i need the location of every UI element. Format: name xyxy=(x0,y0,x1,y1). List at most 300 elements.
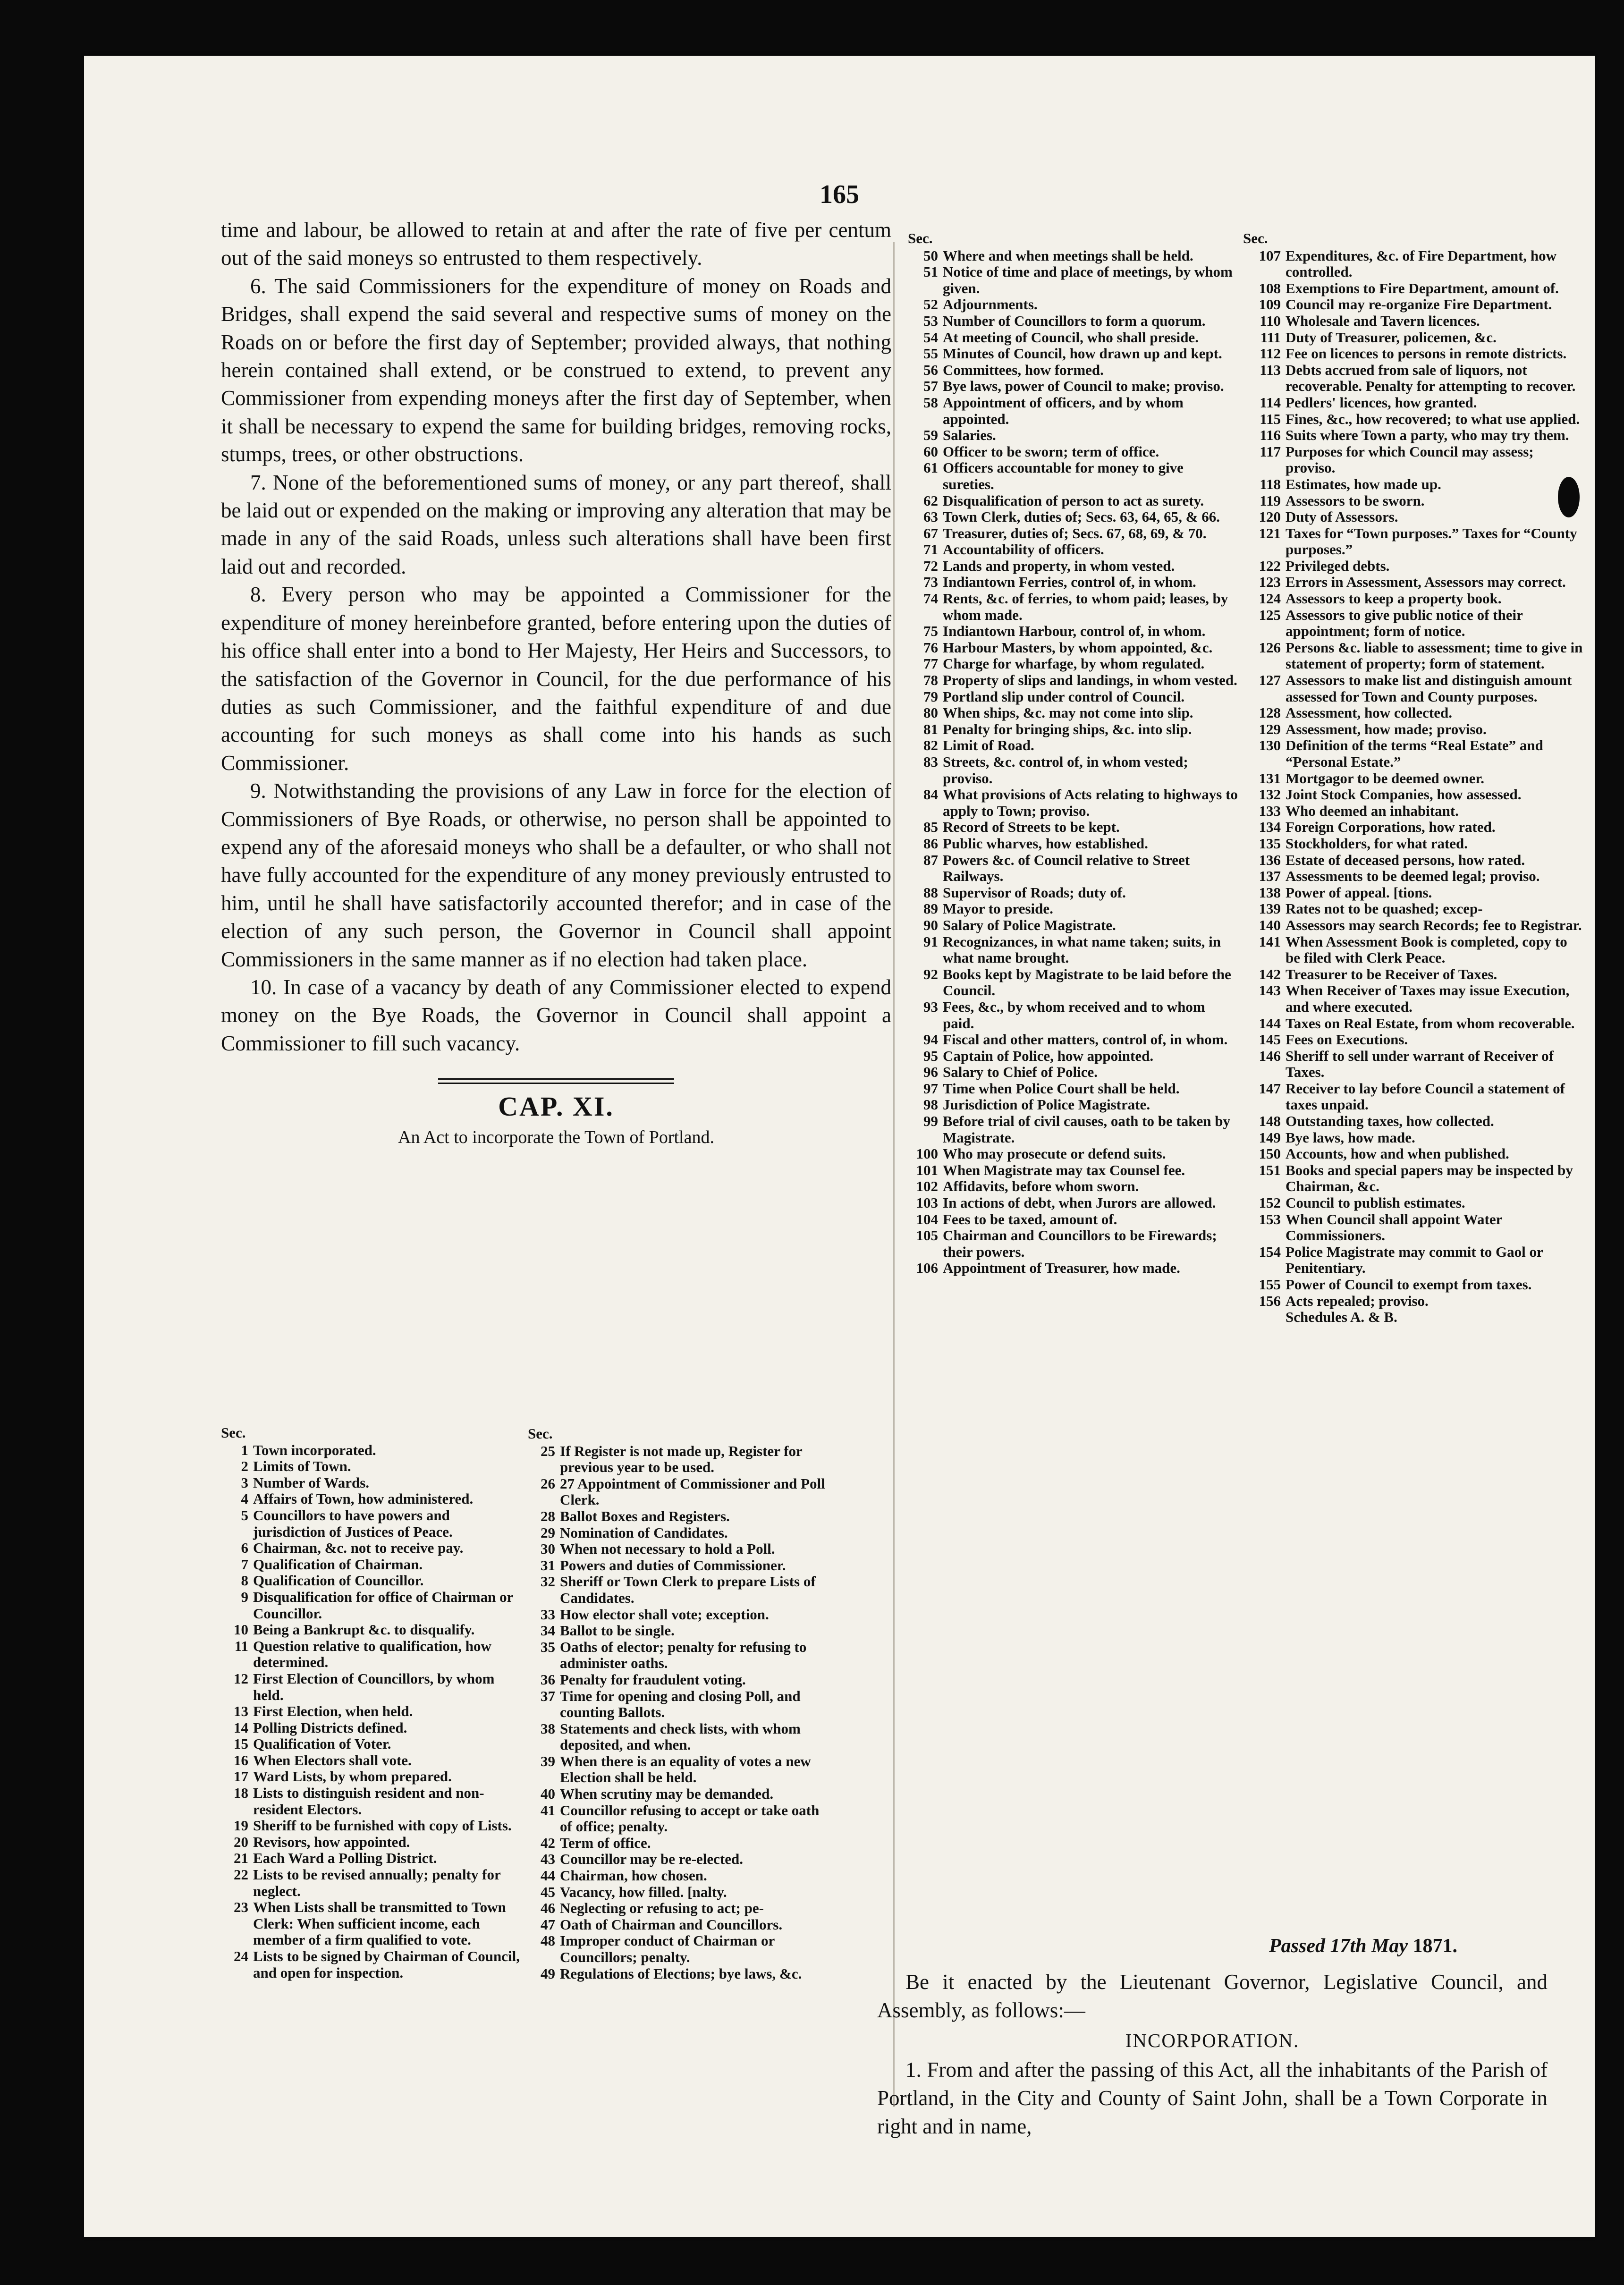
toc-entry-number: 93 xyxy=(923,998,938,1015)
toc-entry xyxy=(1243,607,1585,640)
toc-entry-text: Persons &c. liable to assessment; time to give in statement of property; form of statement. xyxy=(1286,639,1583,672)
toc-entry-number: 57 xyxy=(923,378,938,395)
toc-entry-text: Fees on Executions. xyxy=(1286,1031,1408,1048)
toc-entry-text: Privileged debts. xyxy=(1286,557,1390,574)
toc-entry-text: Fiscal and other matters, control of, in whom. xyxy=(943,1031,1228,1048)
toc-entry-text: When Magistrate may tax Counsel fee. xyxy=(943,1161,1185,1178)
toc-entry-text: Being a Bankrupt &c. to disqualify. xyxy=(253,1621,475,1638)
toc-entry-number: 145 xyxy=(1259,1031,1281,1048)
toc-entry xyxy=(528,1672,830,1688)
toc-right-column-1 xyxy=(908,230,1238,1277)
toc-entry xyxy=(528,1639,830,1672)
toc-entry-text: Salary to Chief of Police. xyxy=(943,1064,1098,1081)
toc-entry-text: Errors in Assessment, Assessors may correct. xyxy=(1286,574,1566,591)
toc-entry-text: Assessors to give public notice of their appointment; form of notice. xyxy=(1286,606,1523,640)
toc-entry-number: 1 xyxy=(241,1441,248,1458)
toc-entry-text: Accounts, how and when published. xyxy=(1286,1145,1509,1162)
toc-entry xyxy=(908,248,1238,264)
toc-entry xyxy=(1243,346,1585,362)
toc-entry xyxy=(908,885,1238,901)
toc-entry-number: 96 xyxy=(923,1064,938,1081)
toc-entry-text: Duty of Assessors. xyxy=(1286,508,1398,525)
toc-entry-text: Portland slip under control of Council. xyxy=(943,688,1185,705)
toc-entry xyxy=(908,1097,1238,1113)
toc-entry-number: 62 xyxy=(923,492,938,509)
toc-entry-number: 34 xyxy=(541,1622,555,1639)
toc-entry xyxy=(1243,525,1585,558)
toc-entry xyxy=(908,1211,1238,1228)
toc-entry-text: Officers accountable for money to give sureties. xyxy=(943,459,1184,492)
toc-entry xyxy=(908,378,1238,395)
toc-entry xyxy=(1243,721,1585,738)
toc-entry-number: 38 xyxy=(541,1720,555,1737)
toc-entry-text: Minutes of Council, how drawn up and kept. xyxy=(943,345,1222,362)
toc-entry-text: Stockholders, for what rated. xyxy=(1286,835,1468,852)
toc-entry-text: Taxes on Real Estate, from whom recoverable. xyxy=(1286,1015,1575,1032)
toc-entry-number: 105 xyxy=(916,1227,938,1244)
paragraph-8: 8. Every person who may be appointed a Commissioner for the expenditure of money hereinbefore granted, before entering upon the duties of his office shall enter into a bond to Her Majesty, Her Heirs and Successors, to the satisfaction of the Governor in Council, for the due performance of his duties as such Commissioner, and the faithful expenditure of and due accounting for such moneys as shall come into his hands as such Commissioner. xyxy=(221,583,891,775)
toc-entry-number: 83 xyxy=(923,753,938,770)
toc-entry-number xyxy=(1243,1309,1286,1326)
toc-entry xyxy=(221,1785,523,1818)
toc-entry-text: Streets, &c. control of, in whom vested; proviso. xyxy=(943,753,1188,787)
toc-entry-text: Fee on licences to persons in remote districts. xyxy=(1286,345,1567,362)
toc-entry-number: 97 xyxy=(923,1080,938,1097)
toc-entry-number: 109 xyxy=(1259,296,1281,313)
toc-entry-number: 155 xyxy=(1259,1276,1281,1293)
toc-entry-text: Record of Streets to be kept. xyxy=(943,819,1120,836)
toc-entry-number: 6 xyxy=(241,1540,248,1557)
toc-entry-number: 148 xyxy=(1259,1113,1281,1130)
toc-entry xyxy=(908,672,1238,689)
toc-entry xyxy=(1243,427,1585,444)
toc-entry xyxy=(528,1607,830,1623)
toc-entry-text: Accountability of officers. xyxy=(943,541,1104,558)
toc-entry-number: 151 xyxy=(1259,1161,1281,1178)
toc-entry-number: 8 xyxy=(241,1572,248,1589)
toc-entry-number: 74 xyxy=(923,590,938,607)
toc-entry-number: 118 xyxy=(1260,475,1281,492)
toc-entry xyxy=(1243,885,1585,901)
toc-entry-number: 32 xyxy=(541,1573,555,1590)
toc-entry-number: 99 xyxy=(923,1113,938,1130)
toc-entry-number: 21 xyxy=(234,1850,248,1867)
toc-entry-number: 42 xyxy=(541,1834,555,1851)
toc-entry-number: 144 xyxy=(1259,1015,1281,1032)
toc-entry xyxy=(1243,1211,1585,1244)
toc-entry-text: Question relative to qualification, how determined. xyxy=(253,1637,491,1671)
toc-entry xyxy=(908,395,1238,427)
toc-entry-number: 85 xyxy=(923,819,938,836)
toc-entry xyxy=(528,1574,830,1606)
toc-entry-text: Affairs of Town, how administered. xyxy=(253,1490,474,1507)
toc-entry-text: Power of appeal. [tions. xyxy=(1286,884,1432,901)
toc-entry-text: Receiver to lay before Council a statement of taxes unpaid. xyxy=(1286,1080,1565,1113)
toc-entry-text: When scrutiny may be demanded. xyxy=(560,1786,774,1803)
toc-entry-number: 129 xyxy=(1259,720,1281,737)
toc-entry xyxy=(908,737,1238,754)
toc-entry-text: Assessments to be deemed legal; proviso. xyxy=(1286,868,1540,885)
toc-entry-text: Penalty for fraudulent voting. xyxy=(560,1671,746,1688)
toc-entry-text: Who deemed an inhabitant. xyxy=(1286,802,1459,819)
column-divider xyxy=(893,242,895,2107)
toc-entry xyxy=(1243,934,1585,966)
toc-entry xyxy=(221,1491,523,1507)
toc-entry xyxy=(1243,787,1585,803)
toc-entry xyxy=(908,558,1238,575)
toc-entry-number: 76 xyxy=(923,639,938,656)
toc-entry-number: 152 xyxy=(1259,1194,1281,1211)
toc-entry-number: 120 xyxy=(1259,508,1281,525)
toc-entry xyxy=(908,999,1238,1032)
toc-entry xyxy=(908,1227,1238,1260)
toc-entry-number: 81 xyxy=(923,720,938,737)
paragraph-10: 10. In case of a vacancy by death of any Commissioner elected to expend money on the Bye Roads, the Governor in Council shall appoint a Commissioner to fill such vacancy. xyxy=(221,975,891,1055)
toc-entry-number: 104 xyxy=(916,1210,938,1227)
toc-entry-number: 45 xyxy=(541,1883,555,1900)
toc-entry-text: Disqualification for office of Chairman or Councillor. xyxy=(253,1588,513,1622)
toc-entry-text: Taxes for “Town purposes.” Taxes for “County purposes.” xyxy=(1286,525,1577,558)
toc-entry xyxy=(1243,558,1585,575)
toc-entry xyxy=(1243,330,1585,346)
toc-entry-text: Polling Districts defined. xyxy=(253,1719,407,1736)
toc-entry-number: 67 xyxy=(923,525,938,542)
toc-entry-number: 9 xyxy=(241,1588,248,1605)
toc-entry xyxy=(528,1508,830,1525)
toc-entry xyxy=(528,1443,830,1476)
toc-entry-text: Committees, how formed. xyxy=(943,361,1104,378)
toc-entry-text: Councillor refusing to accept or take oath of office; penalty. xyxy=(560,1802,820,1835)
toc-entry xyxy=(221,1442,523,1459)
toc-entry-text: Limits of Town. xyxy=(253,1458,351,1475)
toc-entry xyxy=(221,1557,523,1573)
toc-entry xyxy=(1243,705,1585,721)
toc-entry xyxy=(1243,1146,1585,1162)
toc-entry-text: Vacancy, how filled. [nalty. xyxy=(560,1883,727,1900)
toc-entry-number: 119 xyxy=(1260,492,1281,509)
toc-entry-text: Bye laws, how made. xyxy=(1286,1129,1415,1146)
toc-entry-number: 88 xyxy=(923,884,938,901)
toc-entry-number: 71 xyxy=(923,541,938,558)
toc-entry-text: Schedules A. & B. xyxy=(1286,1309,1397,1326)
toc-entry xyxy=(1243,1081,1585,1113)
sec-label: Sec. xyxy=(528,1425,553,1442)
toc-entry xyxy=(221,1589,523,1622)
toc-entry-text: Improper conduct of Chairman or Councillors; penalty. xyxy=(560,1932,775,1965)
toc-entry-number: 116 xyxy=(1260,427,1281,444)
toc-entry-number: 58 xyxy=(923,394,938,411)
toc-entry-text: Property of slips and landings, in whom vested. xyxy=(943,672,1237,689)
toc-entry xyxy=(908,656,1238,672)
toc-entry xyxy=(1243,1195,1585,1211)
toc-entry-number: 89 xyxy=(923,900,938,917)
toc-entry-text: Public wharves, how established. xyxy=(943,835,1148,852)
toc-entry xyxy=(908,460,1238,492)
toc-entry-text: Who may prosecute or defend suits. xyxy=(943,1145,1166,1162)
toc-entry xyxy=(908,640,1238,656)
toc-entry xyxy=(528,1786,830,1803)
toc-entry-number: 114 xyxy=(1260,394,1281,411)
toc-entry-number: 56 xyxy=(923,361,938,378)
toc-entry-number: 30 xyxy=(541,1540,555,1557)
toc-entry-text: Revisors, how appointed. xyxy=(253,1833,410,1850)
toc-entry xyxy=(1243,476,1585,493)
act-body xyxy=(877,1968,1548,2141)
toc-entry xyxy=(221,1948,523,1981)
toc-entry-text: Mayor to preside. xyxy=(943,900,1053,917)
toc-entry-text: Councillor may be re-elected. xyxy=(560,1851,743,1868)
toc-entry-text: Assessors to be sworn. xyxy=(1286,492,1425,509)
toc-entry-text: Lists to be revised annually; penalty for neglect. xyxy=(253,1866,501,1899)
toc-entry-number: 26 xyxy=(541,1475,555,1492)
toc-entry-text: Purposes for which Council may assess; proviso. xyxy=(1286,443,1534,476)
toc-entry xyxy=(221,1736,523,1752)
toc-entry-text: Where and when meetings shall be held. xyxy=(943,247,1193,264)
toc-entry-text: Limit of Road. xyxy=(943,737,1034,754)
toc-entry xyxy=(908,1113,1238,1146)
toc-entry xyxy=(1243,640,1585,672)
toc-entry xyxy=(528,1868,830,1884)
toc-entry-number: 72 xyxy=(923,557,938,574)
toc-entry-text: Regulations of Elections; bye laws, &c. xyxy=(560,1965,802,1982)
toc-entry xyxy=(221,1573,523,1589)
toc-entry-number: 43 xyxy=(541,1851,555,1868)
binding-hole xyxy=(1558,477,1580,517)
toc-entry xyxy=(528,1803,830,1835)
toc-entry-number: 78 xyxy=(923,672,938,689)
toc-entry xyxy=(1243,591,1585,607)
toc-entry xyxy=(1243,852,1585,869)
toc-entry-number: 16 xyxy=(234,1752,248,1769)
toc-entry xyxy=(908,901,1238,917)
toc-entry-text: Joint Stock Companies, how assessed. xyxy=(1286,786,1522,803)
toc-entry xyxy=(528,1557,830,1574)
toc-entry-text: Police Magistrate may commit to Gaol or Penitentiary. xyxy=(1286,1243,1543,1277)
toc-entry-text: Assessors may search Records; fee to Registrar. xyxy=(1286,916,1582,933)
toc-entry-number: 14 xyxy=(234,1719,248,1736)
toc-entry-number: 121 xyxy=(1259,525,1281,542)
toc-entry-number: 134 xyxy=(1259,819,1281,836)
toc-entry xyxy=(908,1048,1238,1065)
toc-entry xyxy=(908,852,1238,885)
toc-entry xyxy=(1243,574,1585,591)
toc-entry xyxy=(908,705,1238,721)
toc-entry-text: Fines, &c., how recovered; to what use applied. xyxy=(1286,410,1580,427)
toc-entry xyxy=(221,1752,523,1769)
toc-entry xyxy=(908,917,1238,934)
toc-entry-text: Adjournments. xyxy=(943,296,1038,313)
toc-entry-text: Before trial of civil causes, oath to be taken by Magistrate. xyxy=(943,1113,1231,1146)
toc-entry xyxy=(908,591,1238,623)
toc-entry xyxy=(221,1638,523,1671)
toc-entry-number: 41 xyxy=(541,1802,555,1819)
paragraph-continuation: time and labour, be allowed to retain at and after the rate of five per centum out of the said moneys so entrusted to them respectively. xyxy=(221,218,891,270)
toc-entry-text: Chairman, how chosen. xyxy=(560,1867,707,1884)
toc-entry-text: When Electors shall vote. xyxy=(253,1752,412,1769)
toc-entry-text: Lands and property, in whom vested. xyxy=(943,557,1175,574)
toc-entry-text: Disqualification of person to act as surety. xyxy=(943,492,1204,509)
toc-entry xyxy=(1243,917,1585,934)
toc-entry-text: 27 Appointment of Commissioner and Poll Clerk. xyxy=(560,1475,825,1508)
toc-entry-number: 94 xyxy=(923,1031,938,1048)
toc-entry xyxy=(908,836,1238,852)
toc-entry-text: Rents, &c. of ferries, to whom paid; leases, by whom made. xyxy=(943,590,1228,623)
toc-entry xyxy=(1243,1309,1585,1326)
toc-entry xyxy=(528,1541,830,1557)
toc-entry-text: Charge for wharfage, by whom regulated. xyxy=(943,655,1205,672)
toc-entry-text: Debts accrued from sale of liquors, not recoverable. Penalty for attempting to recover. xyxy=(1286,361,1576,395)
toc-entry-text: Books kept by Magistrate to be laid before the Council. xyxy=(943,965,1231,999)
toc-entry xyxy=(908,1260,1238,1277)
toc-entry xyxy=(528,1835,830,1852)
toc-entry xyxy=(1243,493,1585,509)
toc-entry xyxy=(1243,296,1585,313)
toc-entry-text: Duty of Treasurer, policemen, &c. xyxy=(1286,329,1497,346)
chapter-title: CAP. XI. xyxy=(498,1091,614,1122)
toc-entry-text: Outstanding taxes, how collected. xyxy=(1286,1113,1494,1130)
toc-entry-number: 25 xyxy=(541,1442,555,1459)
toc-entry-text: First Election, when held. xyxy=(253,1703,413,1720)
toc-entry-text: Town incorporated. xyxy=(253,1441,376,1458)
toc-entry-text: Harbour Masters, by whom appointed, &c. xyxy=(943,639,1213,656)
toc-entry-text: What provisions of Acts relating to highways to apply to Town; proviso. xyxy=(943,786,1238,819)
toc-entry xyxy=(908,1178,1238,1195)
toc-entry xyxy=(908,574,1238,591)
toc-entry-number: 39 xyxy=(541,1752,555,1769)
toc-entry-text: When Council shall appoint Water Commissioners. xyxy=(1286,1210,1502,1244)
toc-entry xyxy=(908,1081,1238,1097)
toc-entry-number: 12 xyxy=(234,1670,248,1687)
toc-entry-text: Notice of time and place of meetings, by whom given. xyxy=(943,263,1233,296)
body-text xyxy=(221,216,891,1159)
toc-entry-number: 18 xyxy=(234,1785,248,1802)
toc-entry-text: If Register is not made up, Register for previous year to be used. xyxy=(560,1442,803,1476)
toc-entry-text: Statements and check lists, with whom deposited, and when. xyxy=(560,1720,801,1753)
toc-entry xyxy=(221,1720,523,1736)
toc-entry-text: At meeting of Council, who shall preside. xyxy=(943,329,1199,346)
toc-entry xyxy=(1243,1130,1585,1146)
toc-entry-number: 86 xyxy=(923,835,938,852)
toc-entry-text: Bye laws, power of Council to make; proviso. xyxy=(943,378,1224,395)
toc-entry-text: Lists to be signed by Chairman of Council, and open for inspection. xyxy=(253,1948,520,1981)
toc-entry-text: Town Clerk, duties of; Secs. 63, 64, 65, & 66. xyxy=(943,508,1220,525)
toc-entry-text: Oath of Chairman and Councillors. xyxy=(560,1916,783,1933)
paragraph-6: 6. The said Commissioners for the expenditure of money on Roads and Bridges, shall expend the said several and respective sums of money on the Roads on or before the first day of September; provided always, that nothing herein contained shall extend, or be construed to extend, to prevent any Commissioner from expending moneys after the first day of September, when it shall be necessary to expend the same for building bridges, removing rocks, stumps, trees, or other obstructions. xyxy=(221,274,891,466)
toc-entry-text: Each Ward a Polling District. xyxy=(253,1850,437,1867)
toc-entry-text: Pedlers' licences, how granted. xyxy=(1286,394,1477,411)
toc-entry xyxy=(908,1162,1238,1179)
toc-entry-number: 17 xyxy=(234,1768,248,1785)
toc-entry-text: Powers &c. of Council relative to Street Railways. xyxy=(943,851,1190,885)
toc-entry-number: 2 xyxy=(241,1458,248,1475)
toc-entry-text: Indiantown Ferries, control of, in whom. xyxy=(943,574,1196,591)
toc-entry-number: 29 xyxy=(541,1524,555,1541)
toc-entry-text: Fees to be taxed, amount of. xyxy=(943,1210,1117,1227)
toc-entry-number: 50 xyxy=(923,247,938,264)
toc-entry-number: 35 xyxy=(541,1638,555,1655)
toc-entry-number: 47 xyxy=(541,1916,555,1933)
toc-entry-text: When Lists shall be transmitted to Town Clerk: When sufficient income, each member of a firm qualified to vote. xyxy=(253,1899,506,1948)
toc-entry-text: Foreign Corporations, how rated. xyxy=(1286,819,1496,836)
toc-entry-number: 103 xyxy=(916,1194,938,1211)
toc-entry-number: 19 xyxy=(234,1817,248,1834)
toc-entry-text: Jurisdiction of Police Magistrate. xyxy=(943,1096,1150,1113)
toc-entry-text: Estate of deceased persons, how rated. xyxy=(1286,851,1525,868)
toc-entry-text: Power of Council to exempt from taxes. xyxy=(1286,1276,1532,1293)
page-number: 165 xyxy=(820,180,859,209)
toc-entry xyxy=(221,1475,523,1491)
toc-entry xyxy=(908,346,1238,362)
toc-entry-text: Sheriff to be furnished with copy of Lists. xyxy=(253,1817,512,1834)
toc-left-column xyxy=(221,1425,523,1981)
sec-label: Sec. xyxy=(1243,230,1268,246)
toc-entry xyxy=(1243,411,1585,428)
toc-entry-number: 44 xyxy=(541,1867,555,1884)
toc-entry-number: 77 xyxy=(923,655,938,672)
toc-right-column-2 xyxy=(1243,230,1585,1326)
toc-entry xyxy=(221,1899,523,1948)
toc-entry xyxy=(1243,672,1585,705)
toc-entry-number: 153 xyxy=(1259,1210,1281,1227)
toc-entry xyxy=(221,1671,523,1703)
toc-entry xyxy=(908,1064,1238,1081)
toc-entry-text: Nomination of Candidates. xyxy=(560,1524,728,1541)
toc-entry xyxy=(908,264,1238,296)
toc-entry-number: 141 xyxy=(1259,933,1281,950)
toc-entry-text: Officer to be sworn; term of office. xyxy=(943,443,1159,460)
section-rule xyxy=(438,1078,674,1084)
toc-entry-number: 82 xyxy=(923,737,938,754)
toc-entry-number: 36 xyxy=(541,1671,555,1688)
toc-entry-number: 131 xyxy=(1259,770,1281,787)
toc-entry xyxy=(528,1721,830,1753)
toc-entry-number: 156 xyxy=(1259,1292,1281,1309)
toc-entry-text: Qualification of Chairman. xyxy=(253,1556,423,1573)
toc-entry-number: 75 xyxy=(923,623,938,640)
passed-date xyxy=(1269,1935,1457,1957)
toc-entry-number: 80 xyxy=(923,704,938,721)
paragraph-9: 9. Notwithstanding the provisions of any Law in force for the election of Commissioners of Bye Roads, or otherwise, no person shall be appointed to expend any of the aforesaid moneys who shall be a defaulter, or who shall not have fully accounted for the expenditure of any money previously entrusted to him, until he shall have satisfactorily accounted therefor; and in case of the election of any such person, the Governor in Council shall appoint Commissioners in the same manner as if no election had taken place. xyxy=(221,779,891,971)
passed-year: 1871. xyxy=(1413,1935,1457,1957)
toc-entry xyxy=(528,1525,830,1541)
toc-entry xyxy=(908,787,1238,819)
toc-entry xyxy=(908,493,1238,509)
toc-entry-text: Lists to distinguish resident and non-resident Electors. xyxy=(253,1785,484,1818)
toc-entry xyxy=(1243,444,1585,476)
toc-entry xyxy=(528,1753,830,1786)
toc-entry-number: 137 xyxy=(1259,868,1281,885)
toc-entry-number: 91 xyxy=(923,933,938,950)
toc-entry-number: 107 xyxy=(1259,247,1281,264)
toc-entry xyxy=(1243,1016,1585,1032)
toc-entry-number: 3 xyxy=(241,1474,248,1491)
toc-entry-number: 10 xyxy=(234,1621,248,1638)
toc-entry-text: When Receiver of Taxes may issue Execution, and where executed. xyxy=(1286,982,1570,1015)
toc-entry-number: 124 xyxy=(1259,590,1281,607)
toc-entry-number: 48 xyxy=(541,1932,555,1949)
toc-entry-text: Ballot Boxes and Registers. xyxy=(560,1507,730,1524)
toc-entry-number: 54 xyxy=(923,329,938,346)
toc-entry-number: 55 xyxy=(923,345,938,362)
toc-entry-number: 46 xyxy=(541,1900,555,1917)
toc-entry-text: Indiantown Harbour, control of, in whom. xyxy=(943,623,1206,640)
toc-entry-number: 53 xyxy=(923,312,938,329)
toc-entry-number: 59 xyxy=(923,427,938,444)
toc-entry xyxy=(528,1884,830,1901)
toc-entry-text: Assessment, how made; proviso. xyxy=(1286,720,1487,737)
toc-entry xyxy=(221,1622,523,1638)
toc-entry xyxy=(1243,1113,1585,1130)
